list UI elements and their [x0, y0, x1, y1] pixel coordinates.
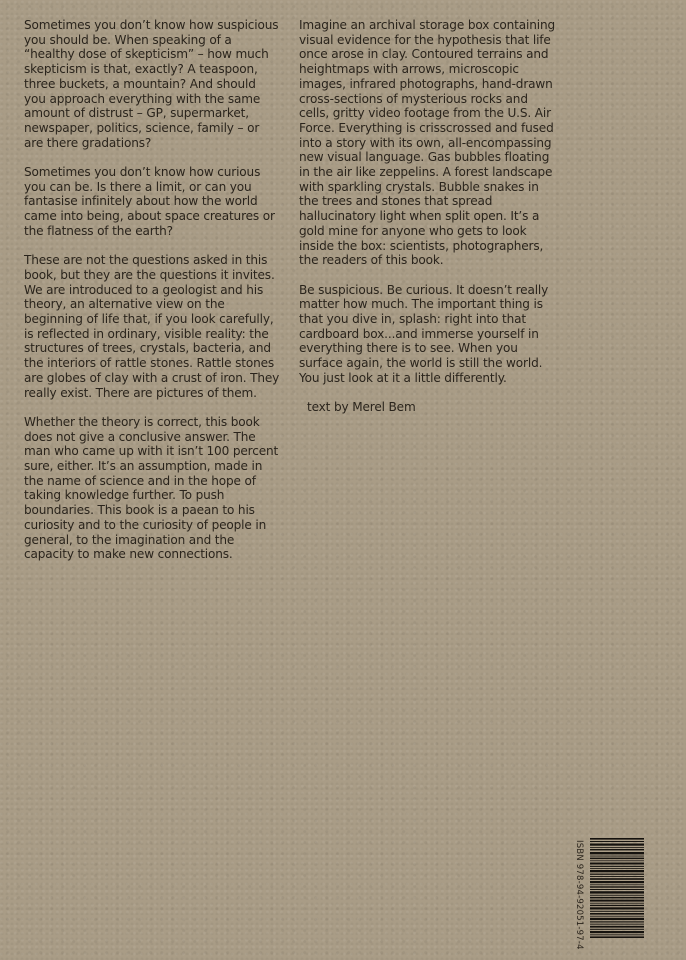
paragraph-be-curious: Be suspicious. Be curious. It doesn’t really matter how much. The important thing is that you dive in, splash: right into that cardboard box...and immerse yourself in everything there is to see. When you surface again, the world is still the world. You just look at it a little differently. [299, 282, 549, 385]
paragraph-conclusion: Whether the theory is correct, this book does not give a conclusive answer. The man who came up with it isn’t 100 percent sure, either. It’s an assumption, made in the name of science and in the hope of taking knowledge further. To push boundaries. This book is a paean to his curiosity and to the curiosity of people in general, to the imagination and the capacity to make new connections. [24, 414, 279, 562]
paragraph-archival-box: Imagine an archival storage box containing visual evidence for the hypothesis that life once arose in clay. Contoured terrains and heightmaps with arrows, microscopic images, infrared photographs, hand-drawn cross-sections of mysterious rocks and cells, gritty video footage from the U.S. Air Force. Everything is crisscrossed and fused into a story with its own, all-encompassing new visual language. Gas bubbles floating in the air like zeppelins. A forest landscape with sparkling crystals. Bubble snakes in the trees and stones that spread hallucinatory light when split open. It’s a gold mine for anyone who gets to look inside the box: scientists, photographers, the readers of this book. [299, 18, 556, 268]
left-text-column [24, 18, 280, 577]
paragraph-geologist-theory: These are not the questions asked in this book, but they are the questions it invites. We are introduced to a geologist and his theory, an alternative view on the beginning of life that, if you look carefully, is reflected in ordinary, visible reality: the structures of trees, crystals, bacteria, and the interiors of rattle stones. Rattle stones are globes of clay with a crust of iron. They really exist. There are pictures of them. [24, 253, 280, 400]
barcode-icon [590, 838, 644, 938]
paragraph-suspicion: Sometimes you don’t know how suspicious you should be. When speaking of a “healthy dose of skepticism” – how much skepticism is that, exactly? A teaspoon, three buckets, a mountain? And should you approach everything with the same amount of distrust – GP, supermarket, newspaper, politics, science, family – or are there gradations? [24, 18, 279, 150]
isbn-number: ISBN 978-94-92051-97-4 [574, 840, 584, 950]
right-text-column [299, 18, 557, 430]
author-credit: text by Merel Bem [307, 400, 416, 415]
paragraph-curiosity: Sometimes you don’t know how curious you can be. Is there a limit, or can you fantasise infinitely about how the world came into being, about space creatures or the flatness of the earth? [24, 165, 275, 238]
